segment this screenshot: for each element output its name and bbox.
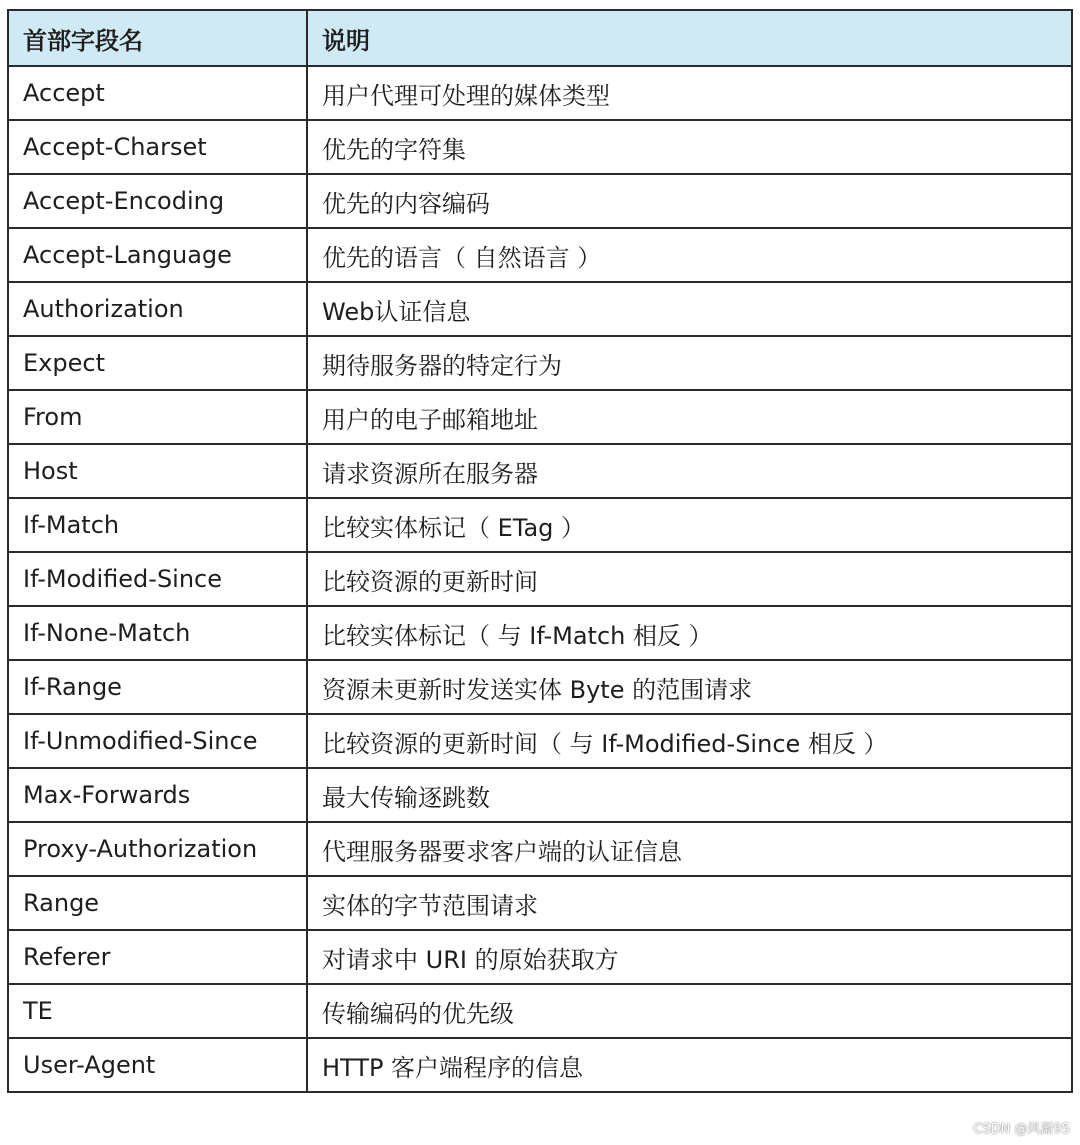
table-row [8,822,1072,876]
cell-description: Web认证信息 [307,282,1072,336]
cell-description: 传输编码的优先级 [307,984,1072,1038]
table-row [8,714,1072,768]
cell-description: 实体的字节范围请求 [307,876,1072,930]
cell-description: 优先的语言（ 自然语言 ） [307,228,1072,282]
cell-field-name: From [8,390,307,444]
table-row [8,552,1072,606]
table-header-row [8,10,1072,66]
cell-description: 用户的电子邮箱地址 [307,390,1072,444]
cell-description: 资源未更新时发送实体 Byte 的范围请求 [307,660,1072,714]
cell-field-name: Host [8,444,307,498]
cell-description: 优先的内容编码 [307,174,1072,228]
table-row [8,606,1072,660]
cell-description: 比较资源的更新时间 [307,552,1072,606]
table-row [8,66,1072,120]
cell-description: 比较实体标记（ ETag ） [307,498,1072,552]
cell-field-name: Accept-Encoding [8,174,307,228]
cell-description: 代理服务器要求客户端的认证信息 [307,822,1072,876]
cell-field-name: Max-Forwards [8,768,307,822]
cell-description: 最大传输逐跳数 [307,768,1072,822]
table-row [8,390,1072,444]
table-row [8,768,1072,822]
table-row [8,876,1072,930]
table-row [8,930,1072,984]
table-row [8,282,1072,336]
table-row [8,984,1072,1038]
table-row [8,174,1072,228]
cell-description: 比较实体标记（ 与 If-Match 相反 ） [307,606,1072,660]
cell-field-name: User-Agent [8,1038,307,1092]
table-row [8,660,1072,714]
cell-field-name: Expect [8,336,307,390]
cell-description: 优先的字符集 [307,120,1072,174]
table-row [8,444,1072,498]
cell-field-name: If-Unmodified-Since [8,714,307,768]
cell-field-name: TE [8,984,307,1038]
cell-field-name: Accept [8,66,307,120]
table-row [8,498,1072,552]
cell-field-name: Range [8,876,307,930]
cell-description: 用户代理可处理的媒体类型 [307,66,1072,120]
cell-field-name: Authorization [8,282,307,336]
table-row [8,228,1072,282]
watermark: CSDN @风渐95 [973,1122,1070,1137]
column-header-description: 说明 [307,10,1072,66]
cell-description: 对请求中 URI 的原始获取方 [307,930,1072,984]
cell-field-name: Proxy-Authorization [8,822,307,876]
cell-description: HTTP 客户端程序的信息 [307,1038,1072,1092]
cell-field-name: Accept-Language [8,228,307,282]
cell-description: 比较资源的更新时间（ 与 If-Modified-Since 相反 ） [307,714,1072,768]
request-header-fields-table [7,9,1073,1093]
header-fields-table-container [7,9,1071,1093]
cell-field-name: Referer [8,930,307,984]
cell-field-name: If-Modified-Since [8,552,307,606]
cell-field-name: Accept-Charset [8,120,307,174]
table-body [8,66,1072,1092]
column-header-field-name: 首部字段名 [8,10,307,66]
table-row [8,120,1072,174]
cell-field-name: If-Match [8,498,307,552]
cell-description: 期待服务器的特定行为 [307,336,1072,390]
cell-field-name: If-None-Match [8,606,307,660]
table-row [8,1038,1072,1092]
cell-description: 请求资源所在服务器 [307,444,1072,498]
table-row [8,336,1072,390]
cell-field-name: If-Range [8,660,307,714]
